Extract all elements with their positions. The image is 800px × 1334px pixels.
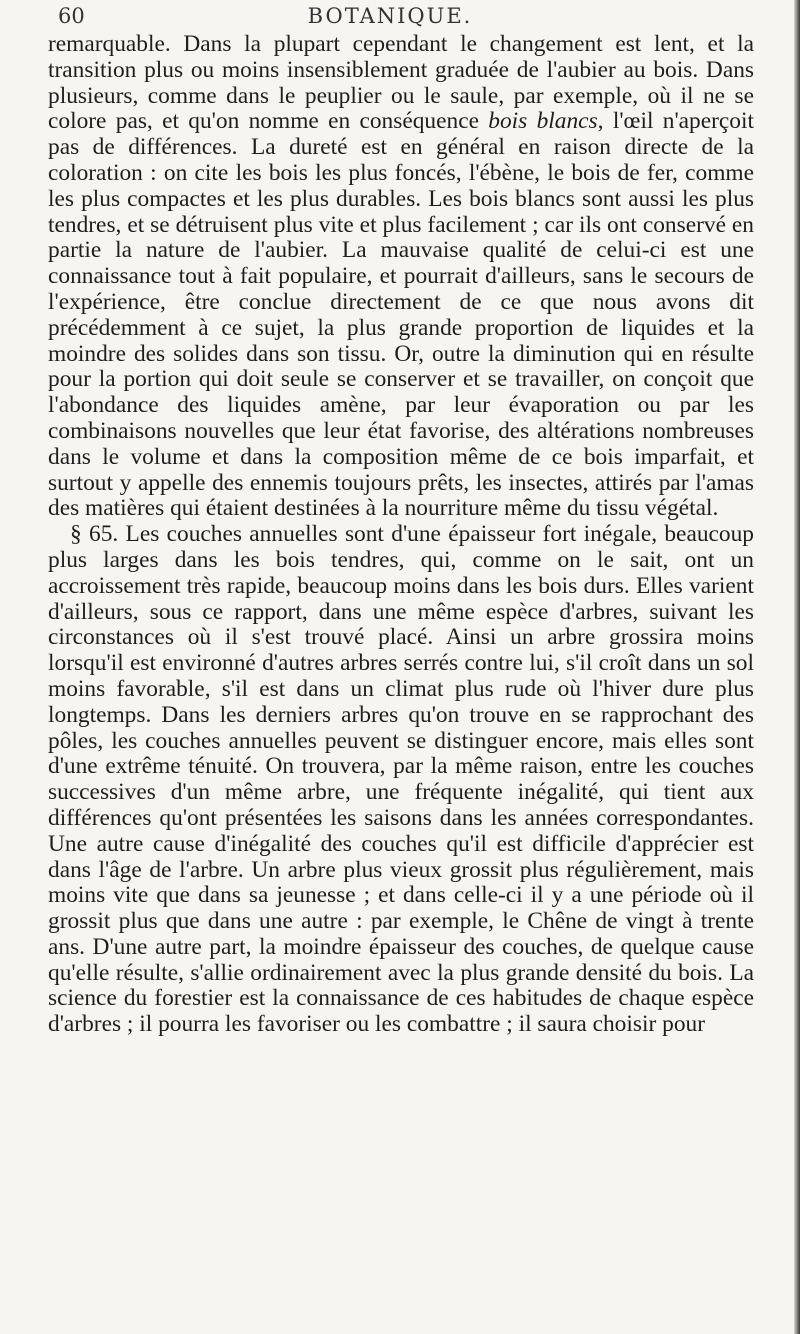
running-title: BOTANIQUE. <box>307 4 473 28</box>
page-number: 60 <box>58 4 85 28</box>
italic-term-bois-blancs: bois blancs <box>488 108 598 135</box>
paragraph-aubier-rest: , l'œil n'aperçoit pas de différences. La dureté est en général en raison directe de la coloration : on cite les bois les plus foncés, l'ébène, le bois de fer, comme les plus compactes et les plus durables. Les bois blancs sont aussi les plus tendres, et se détruisent plus vite et plus facilement ; car ils ont conservé en partie la nature de l'aubier. La mauvaise qualité de celui-ci est une connaissance tout à fait populaire, et pourrait d'ailleurs, sans le secours de l'expérience, être conclue directement de ce que nous avons dit précédemment à ce sujet, la plus grande proportion de liquides et la moindre des solides dans son tissu. Or, outre la diminution qui en résulte pour la portion qui doit seule se conserver et se travailler, on conçoit que l'abondance des liquides amène, par leur évaporation ou par les combinaisons nouvelles que leur état favorise, des altérations nombreuses dans le volume et dans la composition même de ce bois imparfait, et surtout y appelle des ennemis toujours prêts, les insectes, attirés par l'amas des matières qui étaient destinées à la nourriture même du tissu végétal. <box>48 108 754 522</box>
paragraph-aubier <box>48 32 754 522</box>
paragraph-aubier-start: remarquable. Dans la plupart cependant le changement est lent, et la transition plus ou moins insensiblement graduée de l'aubier au bois. Dans plusieurs, comme dans le peuplier ou le saule, par exemple, où il ne se colore pas, et qu'on nomme en conséquence <box>48 31 754 135</box>
page-header <box>50 4 750 34</box>
body-text <box>48 32 754 1038</box>
paragraph-section-65: § 65. Les couches annuelles sont d'une épaisseur fort inégale, beaucoup plus larges dans les bois tendres, qui, comme on le sait, ont un accroissement très rapide, beaucoup moins dans les bois durs. Elles varient d'ailleurs, sous ce rapport, dans une même espèce d'arbres, suivant les circonstances où il s'est trouvé placé. Ainsi un arbre grossira moins lorsqu'il est environné d'autres arbres serrés contre lui, s'il croît dans un sol moins favorable, s'il est dans un climat plus rude où l'hiver dure plus longtemps. Dans les derniers arbres qu'on trouve en se rapprochant des pôles, les couches annuelles peuvent se distinguer encore, mais elles sont d'une extrême ténuité. On trouvera, par la même raison, entre les couches successives d'un même arbre, une fréquente inégalité, qui tient aux différences qu'ont présentées les saisons dans les années correspondantes. Une autre cause d'inégalité des couches qu'il est difficile d'apprécier est dans l'âge de l'arbre. Un arbre plus vieux grossit plus régulièrement, mais moins vite que dans sa jeunesse ; et dans celle-ci il y a une période où il grossit plus que dans une autre : par exemple, le Chêne de vingt à trente ans. D'une autre part, la moindre épaisseur des couches, de quelque cause qu'elle résulte, s'allie ordinairement avec la plus grande densité du bois. La science du forestier est la connaissance de ces habitudes de chaque espèce d'arbres ; il pourra les favoriser ou les combattre ; il saura choisir pour <box>48 521 754 1038</box>
page-edge-shadow <box>794 0 800 1334</box>
